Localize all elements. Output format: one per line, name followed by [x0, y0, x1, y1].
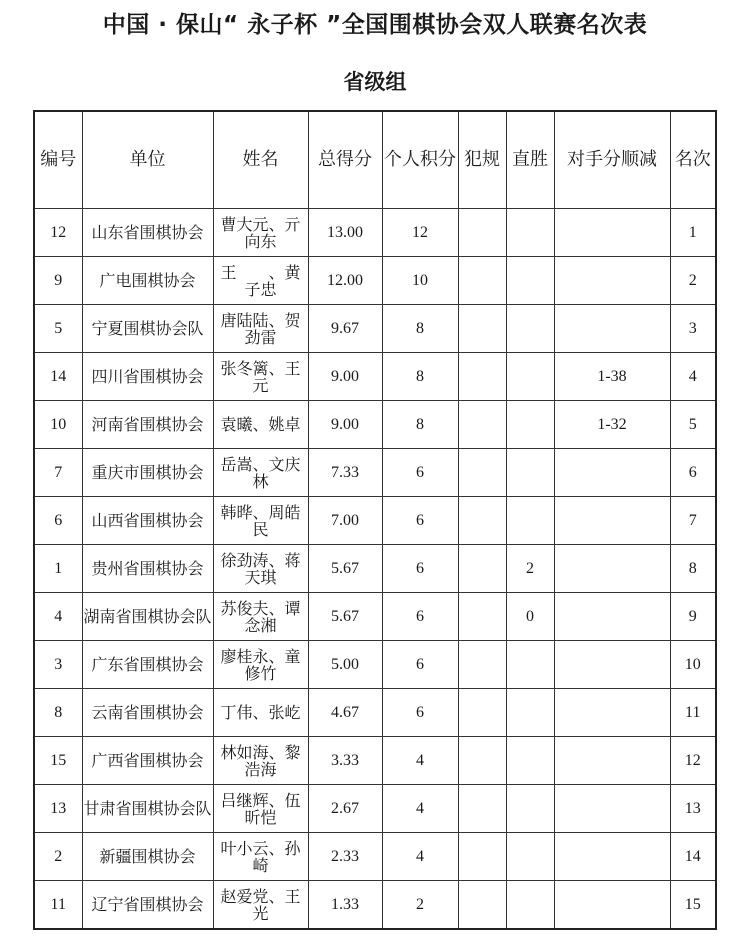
- cell-rank: 14: [670, 833, 716, 881]
- cell-personal-points: 10: [382, 257, 458, 305]
- cell-personal-points: 8: [382, 305, 458, 353]
- col-header-opponent-score: 对手分顺减: [554, 111, 670, 209]
- cell-head-to-head: 0: [506, 593, 554, 641]
- cell-unit: 山东省围棋协会: [82, 209, 213, 257]
- cell-fouls: [458, 833, 506, 881]
- cell-opponent-score: [554, 545, 670, 593]
- cell-rank: 12: [670, 737, 716, 785]
- cell-unit: 新疆围棋协会: [82, 833, 213, 881]
- table-row: [34, 593, 716, 641]
- cell-fouls: [458, 209, 506, 257]
- cell-personal-points: 4: [382, 785, 458, 833]
- cell-rank: 1: [670, 209, 716, 257]
- cell-unit: 云南省围棋协会: [82, 689, 213, 737]
- cell-number: 14: [34, 353, 82, 401]
- cell-number: 7: [34, 449, 82, 497]
- cell-names: 叶小云、孙崎: [213, 833, 308, 881]
- cell-total-score: 7.33: [308, 449, 382, 497]
- cell-number: 5: [34, 305, 82, 353]
- cell-number: 8: [34, 689, 82, 737]
- cell-total-score: 9.67: [308, 305, 382, 353]
- cell-number: 4: [34, 593, 82, 641]
- cell-rank: 11: [670, 689, 716, 737]
- cell-opponent-score: [554, 257, 670, 305]
- cell-opponent-score: [554, 305, 670, 353]
- cell-rank: 9: [670, 593, 716, 641]
- table-row: [34, 449, 716, 497]
- cell-number: 13: [34, 785, 82, 833]
- cell-names: 唐陆陆、贺劲雷: [213, 305, 308, 353]
- cell-total-score: 2.33: [308, 833, 382, 881]
- cell-names: 吕继辉、伍昕恺: [213, 785, 308, 833]
- cell-unit: 甘肃省围棋协会队: [82, 785, 213, 833]
- cell-opponent-score: [554, 833, 670, 881]
- table-row: [34, 305, 716, 353]
- cell-total-score: 12.00: [308, 257, 382, 305]
- cell-total-score: 2.67: [308, 785, 382, 833]
- cell-fouls: [458, 305, 506, 353]
- cell-rank: 2: [670, 257, 716, 305]
- cell-total-score: 5.67: [308, 545, 382, 593]
- cell-opponent-score: [554, 641, 670, 689]
- cell-names: 韩晔、周皓民: [213, 497, 308, 545]
- cell-names: 曹大元、亓向东: [213, 209, 308, 257]
- col-header-number: 编号: [34, 111, 82, 209]
- table-row: [34, 257, 716, 305]
- cell-unit: 广电围棋协会: [82, 257, 213, 305]
- cell-personal-points: 12: [382, 209, 458, 257]
- cell-unit: 河南省围棋协会: [82, 401, 213, 449]
- page-title: 中国 · 保山“ 永子杯 ”全国围棋协会双人联赛名次表: [102, 12, 648, 38]
- cell-head-to-head: [506, 833, 554, 881]
- cell-head-to-head: [506, 737, 554, 785]
- cell-opponent-score: [554, 449, 670, 497]
- cell-fouls: [458, 593, 506, 641]
- cell-head-to-head: [506, 497, 554, 545]
- cell-personal-points: 8: [382, 353, 458, 401]
- cell-unit: 四川省围棋协会: [82, 353, 213, 401]
- cell-opponent-score: 1-38: [554, 353, 670, 401]
- cell-personal-points: 6: [382, 497, 458, 545]
- cell-opponent-score: [554, 497, 670, 545]
- table-row: [34, 209, 716, 257]
- cell-fouls: [458, 689, 506, 737]
- cell-number: 11: [34, 881, 82, 930]
- cell-total-score: 1.33: [308, 881, 382, 930]
- table-row: [34, 785, 716, 833]
- table-header: [34, 111, 716, 209]
- cell-number: 10: [34, 401, 82, 449]
- cell-rank: 4: [670, 353, 716, 401]
- cell-rank: 6: [670, 449, 716, 497]
- table-row: [34, 641, 716, 689]
- cell-names: 丁伟、张屹: [213, 689, 308, 737]
- cell-total-score: 4.67: [308, 689, 382, 737]
- cell-rank: 13: [670, 785, 716, 833]
- cell-number: 2: [34, 833, 82, 881]
- table-row: [34, 401, 716, 449]
- cell-head-to-head: [506, 209, 554, 257]
- cell-head-to-head: [506, 881, 554, 930]
- cell-head-to-head: [506, 785, 554, 833]
- col-header-head-to-head: 直胜: [506, 111, 554, 209]
- table-row: [34, 545, 716, 593]
- ranking-table: [33, 110, 717, 930]
- cell-head-to-head: [506, 449, 554, 497]
- cell-names: 岳嵩、文庆林: [213, 449, 308, 497]
- cell-unit: 辽宁省围棋协会: [82, 881, 213, 930]
- cell-number: 15: [34, 737, 82, 785]
- col-header-names: 姓名: [213, 111, 308, 209]
- cell-opponent-score: [554, 689, 670, 737]
- table-row: [34, 737, 716, 785]
- cell-total-score: 9.00: [308, 353, 382, 401]
- cell-unit: 湖南省围棋协会队: [82, 593, 213, 641]
- cell-fouls: [458, 401, 506, 449]
- cell-names: 王 、黄子忠: [213, 257, 308, 305]
- cell-names: 苏俊夫、谭念湘: [213, 593, 308, 641]
- cell-opponent-score: [554, 881, 670, 930]
- table-row: [34, 833, 716, 881]
- cell-fouls: [458, 449, 506, 497]
- cell-total-score: 3.33: [308, 737, 382, 785]
- cell-number: 3: [34, 641, 82, 689]
- cell-personal-points: 6: [382, 689, 458, 737]
- cell-number: 12: [34, 209, 82, 257]
- cell-unit: 贵州省围棋协会: [82, 545, 213, 593]
- cell-number: 1: [34, 545, 82, 593]
- cell-opponent-score: [554, 785, 670, 833]
- cell-names: 赵爱党、王光: [213, 881, 308, 930]
- cell-opponent-score: 1-32: [554, 401, 670, 449]
- cell-opponent-score: [554, 209, 670, 257]
- cell-names: 廖桂永、童修竹: [213, 641, 308, 689]
- cell-fouls: [458, 737, 506, 785]
- cell-names: 徐劲涛、蒋天琪: [213, 545, 308, 593]
- cell-head-to-head: [506, 305, 554, 353]
- cell-unit: 广东省围棋协会: [82, 641, 213, 689]
- cell-fouls: [458, 641, 506, 689]
- cell-fouls: [458, 785, 506, 833]
- cell-personal-points: 6: [382, 545, 458, 593]
- cell-total-score: 13.00: [308, 209, 382, 257]
- table-row: [34, 353, 716, 401]
- cell-head-to-head: [506, 641, 554, 689]
- cell-fouls: [458, 257, 506, 305]
- table-row: [34, 689, 716, 737]
- cell-personal-points: 2: [382, 881, 458, 930]
- cell-head-to-head: [506, 401, 554, 449]
- table-body: [34, 209, 716, 930]
- cell-unit: 广西省围棋协会: [82, 737, 213, 785]
- col-header-total-score: 总得分: [308, 111, 382, 209]
- cell-names: 张冬篱、王元: [213, 353, 308, 401]
- col-header-personal-points: 个人积分: [382, 111, 458, 209]
- cell-rank: 3: [670, 305, 716, 353]
- cell-head-to-head: 2: [506, 545, 554, 593]
- cell-rank: 10: [670, 641, 716, 689]
- cell-rank: 8: [670, 545, 716, 593]
- cell-personal-points: 8: [382, 401, 458, 449]
- cell-head-to-head: [506, 353, 554, 401]
- cell-personal-points: 4: [382, 833, 458, 881]
- cell-unit: 山西省围棋协会: [82, 497, 213, 545]
- cell-personal-points: 6: [382, 449, 458, 497]
- cell-fouls: [458, 497, 506, 545]
- cell-total-score: 5.67: [308, 593, 382, 641]
- table-row: [34, 497, 716, 545]
- cell-fouls: [458, 881, 506, 930]
- cell-total-score: 9.00: [308, 401, 382, 449]
- col-header-fouls: 犯规: [458, 111, 506, 209]
- cell-rank: 5: [670, 401, 716, 449]
- cell-head-to-head: [506, 689, 554, 737]
- col-header-unit: 单位: [82, 111, 213, 209]
- cell-rank: 7: [670, 497, 716, 545]
- group-subtitle: 省级组: [343, 70, 407, 94]
- cell-head-to-head: [506, 257, 554, 305]
- cell-number: 9: [34, 257, 82, 305]
- cell-names: 林如海、黎浩海: [213, 737, 308, 785]
- cell-personal-points: 6: [382, 593, 458, 641]
- cell-total-score: 7.00: [308, 497, 382, 545]
- cell-personal-points: 6: [382, 641, 458, 689]
- cell-unit: 宁夏围棋协会队: [82, 305, 213, 353]
- cell-fouls: [458, 545, 506, 593]
- cell-unit: 重庆市围棋协会: [82, 449, 213, 497]
- header-row: [34, 111, 716, 209]
- table-row: [34, 881, 716, 930]
- cell-fouls: [458, 353, 506, 401]
- cell-personal-points: 4: [382, 737, 458, 785]
- cell-rank: 15: [670, 881, 716, 930]
- cell-opponent-score: [554, 593, 670, 641]
- cell-total-score: 5.00: [308, 641, 382, 689]
- col-header-rank: 名次: [670, 111, 716, 209]
- cell-names: 袁曦、姚卓: [213, 401, 308, 449]
- cell-number: 6: [34, 497, 82, 545]
- cell-opponent-score: [554, 737, 670, 785]
